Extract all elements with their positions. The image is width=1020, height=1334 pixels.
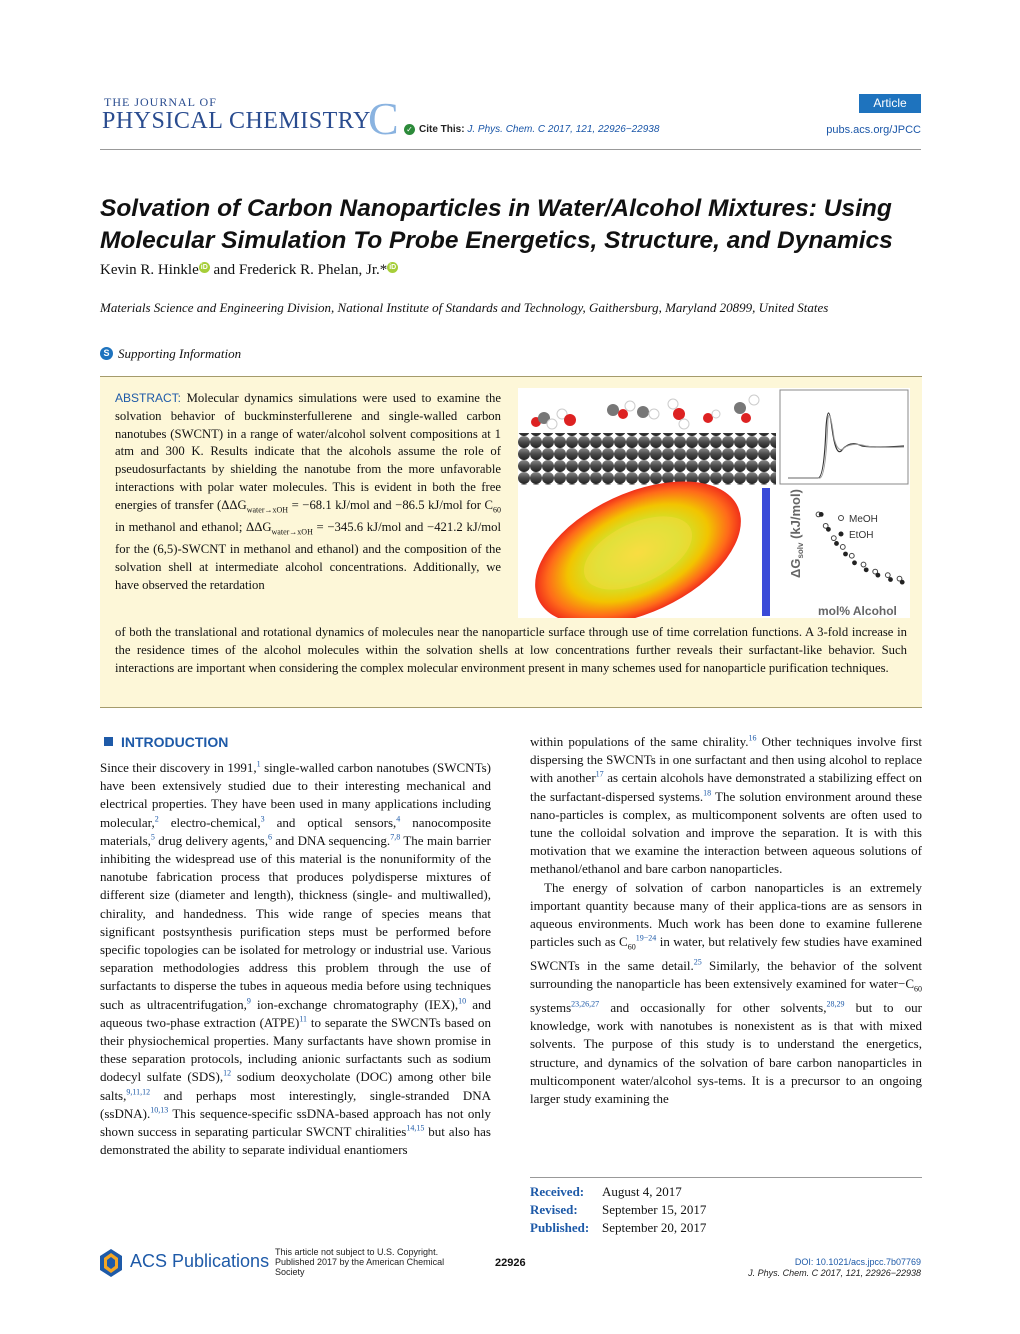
author-separator: and <box>209 262 239 278</box>
dates-divider <box>530 1177 922 1178</box>
abstract-text-continued: of both the translational and rotational dynamics of molecules near the nanoparticle surface through use of time correlation functions. A 3-fold increase in the residence times of the alcohol molecules within the solvation shells at low concentrations further reveals their surfactant-like behavior. Such interactions are important when considering the complex molecular environment present in many schemes used for nanoparticle purification techniques. <box>115 625 907 675</box>
article-type-badge: Article <box>859 94 921 113</box>
section-marker <box>104 737 113 746</box>
toc-graphic <box>518 388 910 618</box>
journal-name-line1: THE JOURNAL OF <box>104 95 217 109</box>
journal-name-line2: PHYSICAL CHEMISTRY <box>102 108 371 134</box>
etoh-data-point <box>888 577 893 582</box>
paragraph: Since their discovery in 1991,$^1$ single-walled carbon nanotubes (SWCNTs) have been extensively studied due to their interesting mechanical and electrical properties. They have been used in many applications including molecular,$^2$ electro-chemical,$^3$ and optical sensors,$^4$ nanocomposite materials,$^5$ drug delivery agents,$^6$ and DNA sequencing.$^{7,8}$ The main barrier inhibiting the widespread use of this material is the nonuniformity of the nanotube fabrication process that produces polydisperse mixtures of different size (diameter and length), thickness (single- and multiwalled), chirality, and handedness. This wide range of species means that significant postsynthesis purification steps must be performed before specific topologies can be isolated for metrology or industrial use. Various separation methodologies address this problem through the use of surfactants to disperse the tubes in aqueous media before using techniques such as ultracentrifugation,$^9$ ion-exchange chromatography (IEX),$^{10}$ and aqueous two-phase extraction (ATPE)$^{11}$ to separate the SWCNTs based on their physiochemical properties. Many surfactants have shown promise in these separation protocols, including anionic surfactants such as sodium dodecyl sulfate (SDS),$^{12}$ sodium deoxycholate (DOC) among other bile salts,$^{9,11,12}$ and perhaps most interestingly, single-stranded DNA (ssDNA).$^{10,13}$ This sequence-specific ssDNA-based approach has not only shown success in separating particular SWCNT chiralities$^{14,15}$ but also has demonstrated the ability to separate individual enantiomers <box>100 759 492 1158</box>
journal-letter-logo: C <box>368 93 399 144</box>
cite-label: Cite This: <box>419 124 465 136</box>
meoh-data-point <box>849 553 854 558</box>
meoh-data-point <box>840 545 845 550</box>
body-column-left <box>100 759 491 1159</box>
copyright-notice: This article not subject to U.S. Copyright. Published 2017 by the American Chemical Society <box>275 1247 445 1277</box>
legend-etoh: EtOH <box>849 530 874 541</box>
etoh-data-point <box>852 560 857 565</box>
etoh-data-point <box>876 573 881 578</box>
etoh-data-point <box>834 541 839 546</box>
author-name[interactable]: Frederick R. Phelan, Jr.* <box>238 262 388 278</box>
legend-meoh: MeOH <box>849 514 878 525</box>
section-title: INTRODUCTION <box>121 734 229 750</box>
orcid-icon[interactable]: iD <box>389 264 397 271</box>
article-title: Solvation of Carbon Nanoparticles in Water/Alcohol Mixtures: Using Molecular Simulation To Probe Energetics, Structure, and Dynamics <box>100 195 893 254</box>
received-date: August 4, 2017 <box>602 1184 682 1199</box>
revised-date: September 15, 2017 <box>602 1202 707 1217</box>
doi-link[interactable]: DOI: 10.1021/acs.jpcc.7b07769 <box>794 1257 921 1267</box>
revised-label: Revised: <box>530 1202 578 1217</box>
meoh-data-point <box>831 536 836 541</box>
orcid-icon[interactable]: iD <box>200 264 208 271</box>
cite-reference: J. Phys. Chem. C 2017, 121, 22926−22938 <box>467 124 660 136</box>
received-label: Received: <box>530 1184 585 1199</box>
journal-url-link[interactable]: pubs.acs.org/JPCC <box>826 124 921 136</box>
etoh-data-point <box>843 552 848 557</box>
body-column-right <box>530 733 922 1108</box>
published-label: Published: <box>530 1220 590 1235</box>
author-name[interactable]: Kevin R. Hinkle <box>100 262 199 278</box>
paragraph: The energy of solvation of carbon nanoparticles is an extremely important quantity because many of their applica-tions are as sensors in aqueous environments. Much work has been done to examine fullerene particles such as $C_{60}^{19-24}$ in water, but relatively few studies have examined SWCNTs in the same detail.$^{25}$ Similarly, the behavior of the solvent surrounding the nanoparticle has been extensively examined for $water-C_{60}$ systems$^{23,26,27}$ and occasionally for other solvents,$^{28,29}$ but to our knowledge, work with nanotubes is nonexistent as is that with mixed solvents. The purpose of this study is to understand the energetics, structure, and dynamics of the solvation of bare carbon nanoparticles in multicomponent water/alcohol sys-tems. It is a precursor to an ongoing larger study examining the <box>530 879 923 1107</box>
published-date: September 20, 2017 <box>602 1220 707 1235</box>
doi-reference: DOI: 10.1021/acs.jpcc.7b07769 J. Phys. Chem. C 2017, 121, 22926−22938 <box>748 1257 921 1278</box>
header-divider <box>100 149 921 150</box>
publication-dates <box>530 1183 706 1237</box>
cite-this[interactable] <box>404 124 659 135</box>
solvent-molecules-illustration <box>531 395 759 429</box>
etoh-data-point <box>826 527 831 532</box>
etoh-data-point <box>864 567 869 572</box>
acs-logo-icon <box>100 1249 122 1277</box>
supporting-information-link[interactable] <box>103 346 242 362</box>
abstract-text: ABSTRACT: Molecular dynamics simulations were used to examine the solvation behavior of buckminsterfullerene and single-walled carbon nanotubes (SWCNT) in a range of water/alcohol solvent compositions at 1 atm and 300 K. Results indicate that the alcohols assume the role of pseudosurfactants by shielding the nanotube from the more unfavorable interactions with polar water molecules. This is evident in both the free energies of transfer ($\Delta\Delta G_{water\to xOH} = -68.1$ kJ/mol and −86.5 kJ/mol for $C_{60}$ in methanol and ethanol; $\Delta\Delta G_{water\to xOH} = -345.6$ kJ/mol and −421.2 kJ/mol for the (6,5)-SWCNT in methanol and ethanol) and the composition of the solvation shell at intermediate alcohol concentrations. Additionally, we have observed the retardation <box>115 391 501 593</box>
nanotube-surface <box>518 433 776 485</box>
meoh-data-point <box>861 562 866 567</box>
section-heading <box>104 734 228 750</box>
meoh-data-point <box>885 573 890 578</box>
check-icon: ✓ <box>404 124 415 135</box>
page-number: 22926 <box>495 1257 526 1269</box>
affiliation: Materials Science and Engineering Division, National Institute of Standards and Technology, Gaithersburg, Maryland 20899, United States <box>100 300 829 315</box>
publisher-name: ACS Publications <box>130 1251 270 1271</box>
plot-xlabel: mol% Alcohol <box>818 604 897 618</box>
supporting-info-icon: S <box>100 347 113 360</box>
etoh-data-point <box>900 580 905 585</box>
paragraph: within populations of the same chirality.$^{16}$ Other techniques involve first dispersing the SWCNTs in one surfactant and then using alcohol to replace with another$^{17}$ as certain alcohols have demonstrated a stabilizing effect on the surfactant-dispersed systems.$^{18}$ The solution environment around these nano-particles is complex, as multicomponent solvents are often used to tune the colloidal solvation and improve the separation. It is with this motivation that we examine the interaction between aqueous solutions of methanol/ethanol and bare carbon nanoparticles. <box>530 733 923 877</box>
plot-ylabel: ΔG <box>788 558 803 578</box>
author-list <box>100 262 398 279</box>
supporting-information-label: Supporting Information <box>118 346 242 361</box>
abstract-label: ABSTRACT: <box>115 391 182 405</box>
etoh-data-point <box>819 512 824 517</box>
svg-text:ΔGsolv (kJ/mol): $\Delta G_{solv}$ (kJ/mol) <box>788 489 805 578</box>
